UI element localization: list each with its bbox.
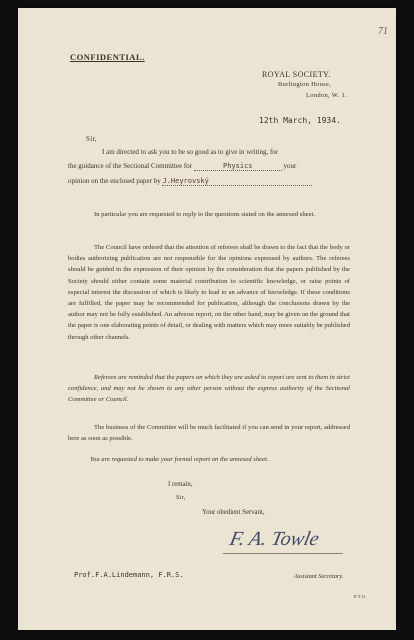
page-number: 71 (378, 26, 388, 37)
closing-remain: I remain, (168, 481, 193, 488)
paragraph-formal-report: You are requested to make your formal report on the annexed sheet. (90, 456, 269, 463)
intro-line-3 (68, 177, 312, 186)
intro-line-1: I am directed to ask you to be so good as to give in writing, for (102, 148, 279, 156)
salutation: Sir, (86, 135, 97, 143)
author-value: J.Heyrovský (162, 177, 209, 185)
committee-value: Physics (223, 162, 253, 170)
intro-line-3-text: opinion on the enclosed paper by (68, 177, 161, 185)
paragraph-annexed: In particular you are requested to reply to the questions stated on the annexed sheet. (94, 211, 316, 218)
confidential-heading: CONFIDENTIAL. (70, 52, 145, 62)
signature-line (223, 553, 343, 554)
society-name: ROYAL SOCIETY. (262, 70, 331, 79)
address-line-2: London, W. 1. (306, 92, 347, 99)
address-line-1: Burlington House, (278, 81, 332, 88)
please-turn-over: P.T.O. (354, 594, 367, 599)
signatory-title: Assistant Secretary. (294, 573, 344, 580)
closing-sir: Sir, (176, 495, 186, 501)
letter-sheet (18, 8, 396, 630)
paragraph-council: The Council have ordered that the attention of referees shall be drawn to the fact that the body or bodies authorizing publication are not responsible for the opinions expressed by authors. The referees should be guided in the expression of their opinion by the consideration that the papers published by the Society should either contain some material contribution to scientific knowledge, or raise points of especial interest the discussion of which is likely to lead to an advance of knowledge. If these conditions are fulfilled, the paper may be recommended for publication, although the conclusions drawn by the author may not be fully established. An adverse report, on the other hand, may be given on the ground that the paper is one elaborating points of detail, or dealing with matters which may more suitably be published through other channels. (68, 244, 350, 341)
letter-date: 12th March, 1934. (259, 116, 341, 125)
closing-servant: Your obedient Servant, (202, 509, 265, 516)
paragraph-confidence: Referees are reminded that the papers on which they are asked to report are sent to them in strict confidence, and may not be shown to any other person without the express authority of the Sectional Committee or Council. (68, 374, 350, 404)
committee-field (194, 162, 282, 171)
intro-line-2-end: your (283, 162, 297, 170)
recipient-name: Prof.F.A.Lindemann, F.R.S. (74, 571, 184, 579)
paragraph-business: The business of the Committee will be much facilitated if you can send in your report, addressed here as soon as possible. (68, 424, 350, 443)
intro-line-2 (68, 162, 296, 171)
author-field (162, 177, 312, 186)
handwritten-signature: F. A. Towle (227, 528, 322, 550)
intro-line-2-text: the guidance of the Sectional Committee for (68, 162, 193, 170)
